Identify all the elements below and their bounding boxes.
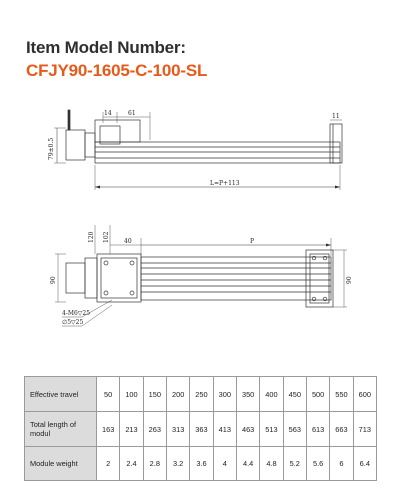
dim-120-label: 120 bbox=[88, 231, 95, 243]
row-header: Total length of modul bbox=[25, 412, 97, 447]
dim-height-label: 79±0.5 bbox=[48, 137, 55, 160]
dim-14-label: 14 bbox=[104, 110, 112, 117]
dim-102-label: 102 bbox=[103, 231, 110, 243]
table-cell: 713 bbox=[353, 412, 376, 447]
table-cell: 163 bbox=[97, 412, 120, 447]
table-cell: 50 bbox=[97, 377, 120, 412]
table-cell: 6 bbox=[330, 447, 353, 481]
dim-p-label: P bbox=[250, 238, 255, 245]
table-cell: 313 bbox=[166, 412, 189, 447]
table-cell: 550 bbox=[330, 377, 353, 412]
table-cell: 513 bbox=[260, 412, 283, 447]
table-cell: 213 bbox=[120, 412, 143, 447]
table-row bbox=[25, 377, 377, 412]
row-header: Module weight bbox=[25, 447, 97, 481]
top-view bbox=[55, 225, 347, 326]
table-cell: 2.8 bbox=[143, 447, 166, 481]
table-row bbox=[25, 412, 377, 447]
table-cell: 350 bbox=[236, 377, 259, 412]
row-header: Effective travel bbox=[25, 377, 97, 412]
table-row bbox=[25, 447, 377, 481]
table-cell: 363 bbox=[190, 412, 213, 447]
table-cell: 100 bbox=[120, 377, 143, 412]
table-cell: 5.2 bbox=[283, 447, 306, 481]
table-cell: 263 bbox=[143, 412, 166, 447]
hole-callout-m6: 4-M6▽25 bbox=[62, 310, 91, 317]
table-cell: 400 bbox=[260, 377, 283, 412]
table-cell: 4.4 bbox=[236, 447, 259, 481]
table-cell: 300 bbox=[213, 377, 236, 412]
table-cell: 5.6 bbox=[306, 447, 329, 481]
table-cell: 600 bbox=[353, 377, 376, 412]
page-title: Item Model Number: bbox=[26, 38, 186, 57]
table-cell: 200 bbox=[166, 377, 189, 412]
table-cell: 2 bbox=[97, 447, 120, 481]
table-cell: 250 bbox=[190, 377, 213, 412]
table-cell: 463 bbox=[236, 412, 259, 447]
table-cell: 563 bbox=[283, 412, 306, 447]
table-cell: 4 bbox=[213, 447, 236, 481]
table-cell: 150 bbox=[143, 377, 166, 412]
dim-40-label: 40 bbox=[124, 238, 132, 245]
dim-90-right-label: 90 bbox=[346, 276, 353, 284]
table-cell: 3.2 bbox=[166, 447, 189, 481]
table-cell: 663 bbox=[330, 412, 353, 447]
side-view bbox=[54, 110, 342, 190]
model-number: CFJY90-1605-C-100-SL bbox=[26, 61, 208, 80]
dim-11-label: 11 bbox=[332, 113, 340, 120]
dim-61-label: 61 bbox=[128, 110, 136, 117]
table-cell: 500 bbox=[306, 377, 329, 412]
table-cell: 450 bbox=[283, 377, 306, 412]
table-cell: 613 bbox=[306, 412, 329, 447]
hole-callout-dia5: ∅5▽25 bbox=[62, 319, 84, 326]
dim-90-left-label: 90 bbox=[50, 276, 57, 284]
table-cell: 4.8 bbox=[260, 447, 283, 481]
table-cell: 2.4 bbox=[120, 447, 143, 481]
dim-total-length-label: L=P+113 bbox=[210, 180, 240, 187]
spec-table bbox=[24, 376, 377, 481]
table-cell: 6.4 bbox=[353, 447, 376, 481]
table-cell: 413 bbox=[213, 412, 236, 447]
table-cell: 3.6 bbox=[190, 447, 213, 481]
